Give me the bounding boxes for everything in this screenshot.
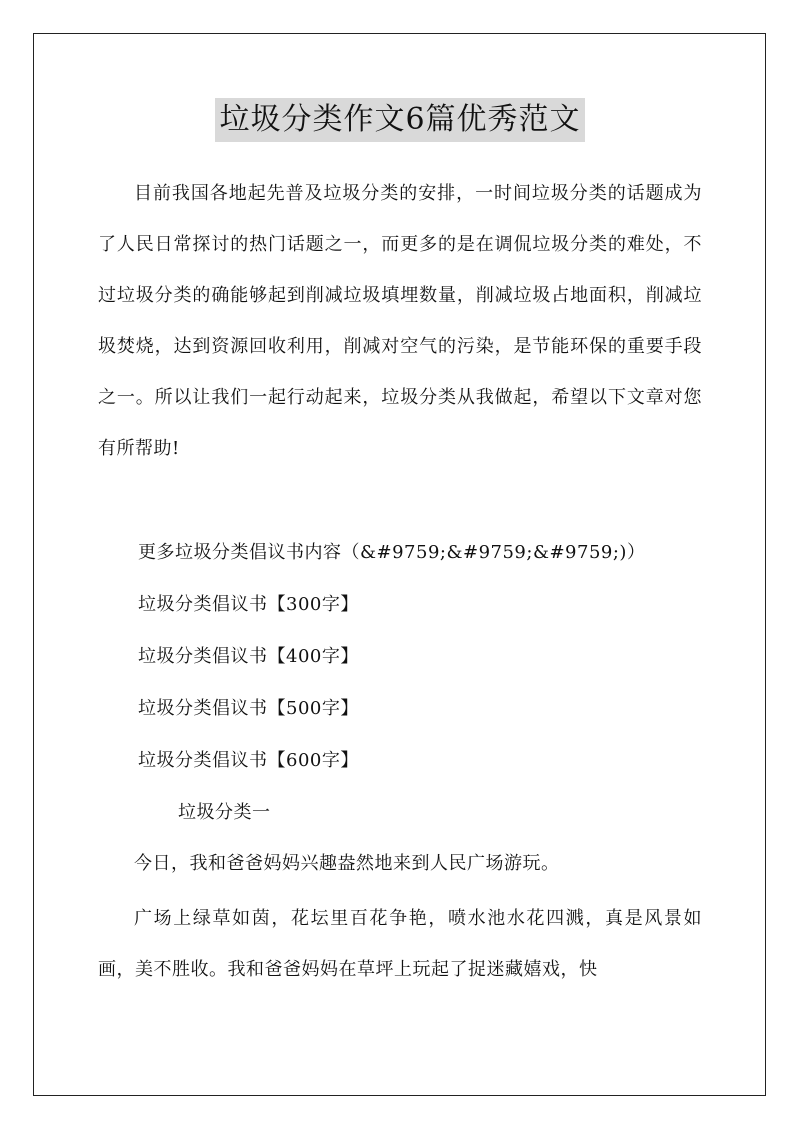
section-heading: 垃圾分类一 [178, 802, 271, 823]
link-600[interactable]: 垃圾分类倡议书【600字】 [138, 750, 359, 771]
link-400[interactable]: 垃圾分类倡议书【400字】 [138, 646, 359, 667]
document-title: 垃圾分类作文6篇优秀范文 [215, 98, 584, 142]
intro-paragraph: 目前我国各地起先普及垃圾分类的安排，一时间垃圾分类的话题成为了人民日常探讨的热门话题之一，而更多的是在调侃垃圾分类的难处，不过垃圾分类的确能够起到削减垃圾填埋数量，削减垃圾占地面积，削减垃圾焚烧，达到资源回收利用，削减对空气的污染，是节能环保的重要手段之一。所以让我们一起行动起来，垃圾分类从我做起，希望以下文章对您有所帮助! [98, 183, 702, 459]
more-content-link[interactable]: 更多垃圾分类倡议书内容（&#9759;&#9759;&#9759;)） [138, 542, 646, 563]
link-300[interactable]: 垃圾分类倡议书【300字】 [138, 594, 359, 615]
body-paragraph-2: 广场上绿草如茵，花坛里百花争艳，喷水池水花四溅，真是风景如画，美不胜收。我和爸爸妈妈在草坪上玩起了捉迷藏嬉戏，快 [98, 908, 702, 980]
link-500[interactable]: 垃圾分类倡议书【500字】 [138, 698, 359, 719]
body-paragraph-1: 今日，我和爸爸妈妈兴趣盎然地来到人民广场游玩。 [134, 853, 560, 874]
title-container [0, 98, 800, 142]
